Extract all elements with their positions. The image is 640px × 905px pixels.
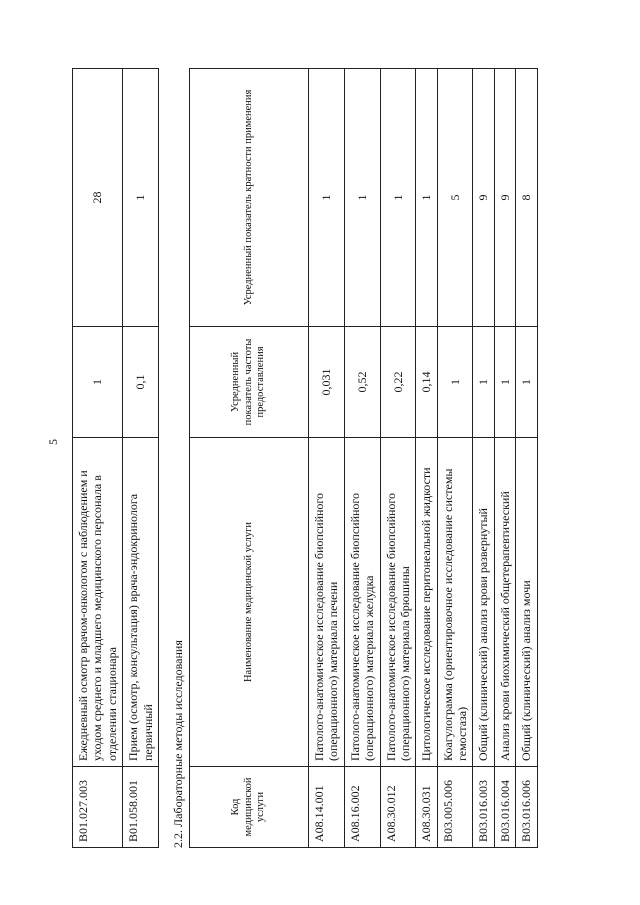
cell-frequency: 0,52 [344,327,380,438]
cell-name: Общий (клинический) анализ крови развернутый [473,438,494,767]
cell-name: Прием (осмотр, консультация) врача-эндокринолога первичный [123,438,159,767]
cell-frequency: 1 [73,327,123,438]
cell-code: B03.016.004 [494,767,515,848]
cell-name: Патолого-анатомическое исследование биопсийного (операционного) материала желудка [344,438,380,767]
header-frequency: Усредненный показатель частоты предоставления [189,327,308,438]
cell-code: A08.16.002 [344,767,380,848]
cell-name: Ежедневный осмотр врачом-онкологом с наблюдением и уходом среднего и младшего медицинского персонала в отделении стационара [73,438,123,767]
table-row [516,69,537,848]
cell-multiplicity: 1 [308,69,344,327]
header-name: Наименование медицинской услуги [189,438,308,767]
cell-frequency: 1 [516,327,537,438]
cell-code: A08.30.031 [416,767,437,848]
cell-code: A08.30.012 [380,767,416,848]
cell-name: Анализ крови биохимический общетерапевтический [494,438,515,767]
cell-code: B03.016.003 [473,767,494,848]
table-row [416,69,437,848]
cell-code: A08.14.001 [308,767,344,848]
page-number: 5 [46,439,60,445]
cell-multiplicity: 1 [344,69,380,327]
cell-frequency: 0,22 [380,327,416,438]
cell-multiplicity: 1 [123,69,159,327]
cell-frequency: 0,14 [416,327,437,438]
cell-frequency: 1 [437,327,473,438]
table-row [123,69,159,848]
table-row [473,69,494,848]
cell-code: B03.016.006 [516,767,537,848]
header-multiplicity: Усредненный показатель кратности применения [189,69,308,327]
table-row [494,69,515,848]
table-row [73,69,123,848]
lab-methods-table [189,68,538,848]
cell-frequency: 0,1 [123,327,159,438]
section-title: 2.2. Лабораторные методы исследования [170,640,185,848]
cell-frequency: 1 [473,327,494,438]
document-content [72,68,592,848]
cell-multiplicity: 5 [437,69,473,327]
cell-name: Патолого-анатомическое исследование биопсийного (операционного) материала печени [308,438,344,767]
cell-name: Патолого-анатомическое исследование биопсийного (операционного) материала брюшины [380,438,416,767]
cell-multiplicity: 28 [73,69,123,327]
cell-multiplicity: 9 [494,69,515,327]
table-header-row [189,69,308,848]
cell-multiplicity: 9 [473,69,494,327]
cell-multiplicity: 8 [516,69,537,327]
table-row [308,69,344,848]
cell-name: Коагулограмма (ориентировочное исследование системы гемостаза) [437,438,473,767]
cell-name: Цитологическое исследование перитонеальной жидкости [416,438,437,767]
table-row [380,69,416,848]
cell-frequency: 0,031 [308,327,344,438]
cell-code: B01.058.001 [123,767,159,848]
table-row [437,69,473,848]
services-table [72,68,159,848]
table-row [344,69,380,848]
cell-code: B01.027.003 [73,767,123,848]
cell-multiplicity: 1 [380,69,416,327]
cell-name: Общий (клинический) анализ мочи [516,438,537,767]
cell-code: B03.005.006 [437,767,473,848]
cell-multiplicity: 1 [416,69,437,327]
cell-frequency: 1 [494,327,515,438]
header-code: Код медицинской услуги [189,767,308,848]
